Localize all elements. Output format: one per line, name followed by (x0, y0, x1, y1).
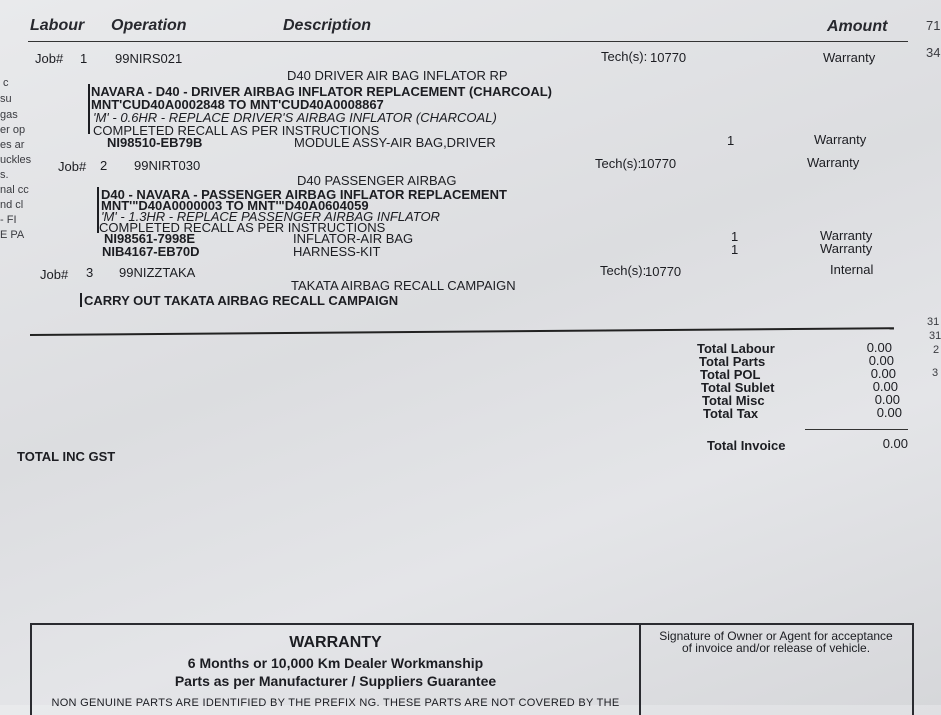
header-operation: Operation (111, 17, 187, 34)
edge-text: uckles (0, 154, 32, 166)
signature-label: Signature of Owner or Agent for acceptance (659, 629, 893, 643)
note-bar (80, 293, 82, 307)
job-number: 3 (86, 265, 94, 280)
signature-label: of invoice and/or release of vehicle. (681, 641, 871, 655)
warranty-workmanship: 6 Months or 10,000 Km Dealer Workmanship (187, 655, 484, 671)
edge-text: 31 (929, 330, 941, 342)
tech-label: Tech(s): (601, 49, 648, 64)
edge-text: 3 (932, 367, 939, 379)
edge-text: 2 (933, 344, 940, 356)
header-labour: Labour (30, 17, 85, 34)
edge-text: su (0, 93, 12, 105)
job-note: COMPLETED RECALL AS PER INSTRUCTIONS (93, 123, 380, 138)
note-bar (88, 84, 90, 134)
total-tax-value: 0.00 (876, 405, 902, 420)
total-pol-value: 0.00 (870, 366, 896, 381)
part-amount: Warranty (820, 228, 873, 243)
warranty-nongenuine: NON GENUINE PARTS ARE IDENTIFIED BY THE PREFIX NG. THESE PARTS ARE NOT COVERED BY THE (51, 697, 620, 709)
job-title: D40 PASSENGER AIRBAG (297, 173, 457, 188)
total-tax-label: Total Tax (703, 406, 759, 421)
job-label: Job# (58, 159, 87, 174)
total-misc-value: 0.00 (874, 392, 900, 407)
part-amount: Warranty (814, 132, 867, 147)
edge-text: s. (0, 169, 9, 181)
warranty-divider (639, 625, 641, 715)
tech-label: Tech(s): (600, 263, 647, 278)
job-note: MNT'"D40A0000003 TO MNT'"D40A0604059 (101, 198, 369, 213)
header-rule (28, 41, 908, 42)
total-invoice-value: 0.00 (882, 436, 908, 451)
part-qty: 1 (731, 242, 739, 257)
total-sublet-label: Total Sublet (701, 380, 775, 395)
job-label: Job# (35, 51, 64, 66)
job-operation: 99NIZZTAKA (119, 265, 196, 280)
header-description: Description (283, 17, 372, 34)
tech-number: 10770 (640, 156, 677, 171)
job-amount: Internal (830, 262, 874, 277)
edge-text: 34 (926, 45, 941, 60)
warranty-parts: Parts as per Manufacturer / Suppliers Guarantee (174, 673, 497, 689)
part-qty: 1 (727, 133, 735, 148)
part-description: INFLATOR-AIR BAG (293, 231, 414, 246)
edge-text: es ar (0, 139, 25, 151)
job-note: D40 - NAVARA - PASSENGER AIRBAG INFLATOR REPLACEMENT (101, 187, 507, 202)
edge-text: 71 (926, 18, 941, 33)
job-number: 1 (80, 51, 88, 66)
total-labour-label: Total Labour (697, 341, 775, 356)
tech-label: Tech(s): (595, 156, 642, 171)
warranty-title: WARRANTY (289, 634, 382, 651)
tech-number: 10770 (650, 50, 687, 65)
edge-text: c (3, 77, 9, 89)
total-labour-value: 0.00 (866, 340, 892, 355)
part-qty: 1 (731, 229, 739, 244)
part-number: NI98510-EB79B (107, 135, 203, 150)
invoice-rule (805, 429, 908, 430)
edge-text: nd cl (0, 199, 24, 211)
part-amount: Warranty (820, 241, 873, 256)
job-note: CARRY OUT TAKATA AIRBAG RECALL CAMPAIGN (84, 293, 399, 308)
job-title: TAKATA AIRBAG RECALL CAMPAIGN (291, 278, 516, 293)
job-note: NAVARA - D40 - DRIVER AIRBAG INFLATOR REPLACEMENT (CHARCOAL) (91, 84, 553, 99)
tech-number: 10770 (645, 264, 682, 279)
job-note: MNT'CUD40A0002848 TO MNT'CUD40A0008867 (91, 97, 384, 112)
total-sublet-value: 0.00 (872, 379, 898, 394)
job-number: 2 (100, 158, 108, 173)
part-number: NI98561-7998E (104, 231, 196, 246)
job-note: COMPLETED RECALL AS PER INSTRUCTIONS (99, 220, 386, 235)
header-amount: Amount (827, 18, 888, 35)
totals-rule (30, 327, 894, 336)
edge-text: nal cc (0, 184, 29, 196)
edge-text: 31 (927, 316, 940, 328)
part-description: HARNESS-KIT (293, 244, 381, 259)
total-parts-value: 0.00 (868, 353, 894, 368)
job-note: 'M' - 0.6HR - REPLACE DRIVER'S AIRBAG INFLATOR (CHARCOAL) (93, 110, 497, 125)
edge-text: gas (0, 109, 18, 121)
total-pol-label: Total POL (700, 367, 761, 382)
job-title: D40 DRIVER AIR BAG INFLATOR RP (287, 68, 508, 83)
warranty-box (30, 623, 914, 715)
part-number: NIB4167-EB70D (102, 244, 200, 259)
job-amount: Warranty (807, 155, 860, 170)
part-description: MODULE ASSY-AIR BAG,DRIVER (294, 135, 496, 150)
total-invoice-label: Total Invoice (707, 438, 786, 453)
job-operation: 99NIRS021 (115, 51, 183, 66)
edge-text: - FI (0, 214, 17, 226)
edge-text: er op (0, 124, 26, 136)
job-amount: Warranty (823, 50, 876, 65)
job-note: 'M' - 1.3HR - REPLACE PASSENGER AIRBAG INFLATOR (101, 209, 440, 224)
job-operation: 99NIRT030 (134, 158, 201, 173)
total-misc-label: Total Misc (702, 393, 765, 408)
total-parts-label: Total Parts (699, 354, 766, 369)
total-inc-gst-label: TOTAL INC GST (17, 449, 116, 464)
job-label: Job# (40, 267, 69, 282)
edge-text: E PA (0, 229, 25, 241)
